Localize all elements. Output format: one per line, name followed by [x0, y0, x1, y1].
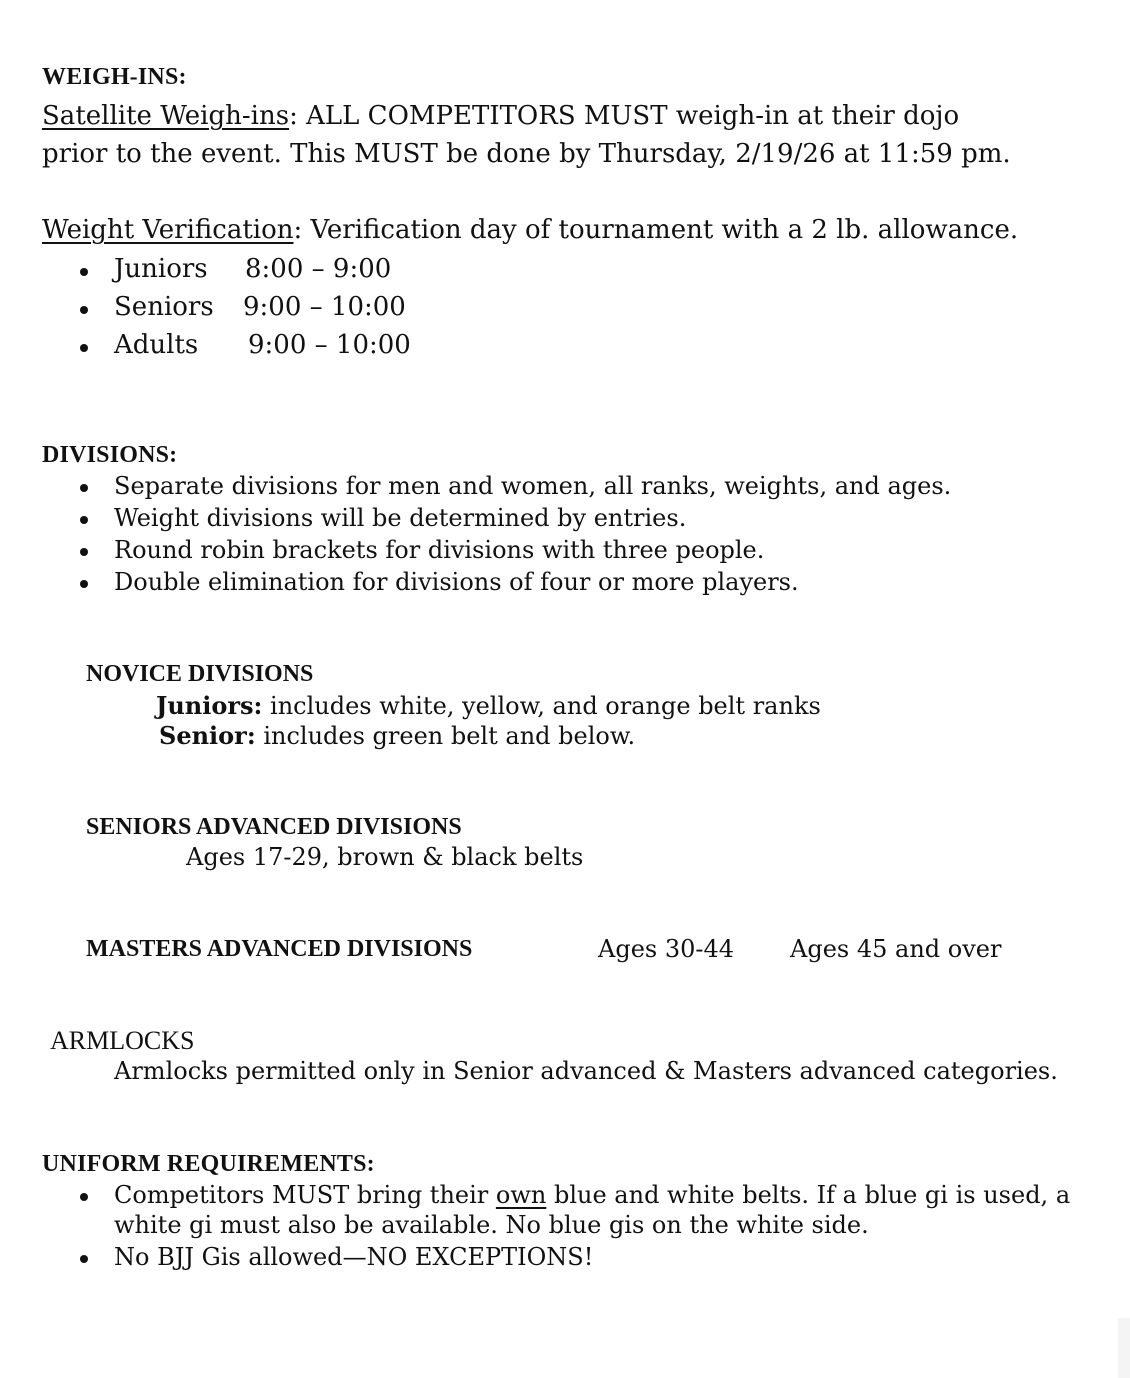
novice-senior-label: Senior: — [159, 721, 256, 750]
schedule-time: 9:00 – 10:00 — [243, 292, 406, 322]
armlocks-text: Armlocks permitted only in Senior advanced & Masters advanced categories. — [114, 1057, 1058, 1085]
bullet-icon — [80, 580, 88, 588]
weigh-ins-heading: WEIGH-INS: — [42, 64, 187, 90]
novice-senior-line — [159, 721, 635, 750]
schedule-group: Juniors — [114, 254, 208, 284]
schedule-time: 8:00 – 9:00 — [245, 254, 392, 284]
uniform-item-1-part-1: Competitors MUST bring their — [114, 1181, 496, 1209]
masters-age-group-1: Ages 30-44 — [598, 935, 735, 963]
uniform-item-2: No BJJ Gis allowed—NO EXCEPTIONS! — [114, 1243, 594, 1271]
bullet-icon — [80, 344, 88, 352]
list-item: Double elimination for divisions of four or more players. — [114, 568, 799, 596]
novice-divisions-heading: NOVICE DIVISIONS — [86, 661, 314, 687]
schedule-group: Seniors — [114, 292, 214, 322]
bullet-icon — [80, 1255, 88, 1263]
satellite-weigh-ins-line-1 — [42, 101, 959, 131]
seniors-advanced-text: Ages 17-29, brown & black belts — [186, 843, 584, 871]
list-item: Round robin brackets for divisions with three people. — [114, 536, 765, 564]
weight-verification-label: Weight Verification — [42, 215, 294, 245]
satellite-weigh-ins-label: Satellite Weigh-ins — [42, 101, 290, 131]
bullet-icon — [80, 268, 88, 276]
bullet-icon — [80, 306, 88, 314]
weight-verification-line — [42, 215, 1018, 245]
seniors-advanced-heading: SENIORS ADVANCED DIVISIONS — [86, 814, 462, 840]
masters-advanced-heading: MASTERS ADVANCED DIVISIONS — [86, 936, 473, 962]
novice-senior-text: includes green belt and below. — [255, 722, 636, 750]
divisions-heading: DIVISIONS: — [42, 442, 178, 468]
uniform-item-1-line-1 — [114, 1181, 1070, 1209]
novice-juniors-line — [156, 691, 821, 720]
bullet-icon — [80, 548, 88, 556]
bullet-icon — [80, 1193, 88, 1201]
schedule-group: Adults — [114, 330, 199, 360]
novice-juniors-label: Juniors: — [156, 691, 263, 720]
schedule-time: 9:00 – 10:00 — [248, 330, 411, 360]
uniform-item-1-line-2: white gi must also be available. No blue gis on the white side. — [114, 1211, 869, 1239]
satellite-weigh-ins-line-2: prior to the event. This MUST be done by Thursday, 2/19/26 at 11:59 pm. — [42, 139, 1011, 169]
bullet-icon — [80, 484, 88, 492]
novice-juniors-text: includes white, yellow, and orange belt ranks — [262, 692, 821, 720]
armlocks-heading: ARMLOCKS — [50, 1026, 195, 1055]
page-edge-artifact — [1118, 1318, 1130, 1378]
weight-verification-text: : Verification day of tournament with a 2 lb. allowance. — [293, 215, 1019, 245]
satellite-weigh-ins-text: : ALL COMPETITORS MUST weigh-in at their dojo — [289, 101, 960, 131]
uniform-item-1-part-2: blue and white belts. If a blue gi is used, a — [546, 1181, 1071, 1209]
list-item: Weight divisions will be determined by entries. — [114, 504, 687, 532]
masters-age-group-2: Ages 45 and over — [790, 935, 1002, 963]
uniform-item-1-underlined: own — [495, 1181, 547, 1209]
uniform-requirements-heading: UNIFORM REQUIREMENTS: — [42, 1151, 375, 1177]
bullet-icon — [80, 516, 88, 524]
list-item: Separate divisions for men and women, all ranks, weights, and ages. — [114, 472, 952, 500]
